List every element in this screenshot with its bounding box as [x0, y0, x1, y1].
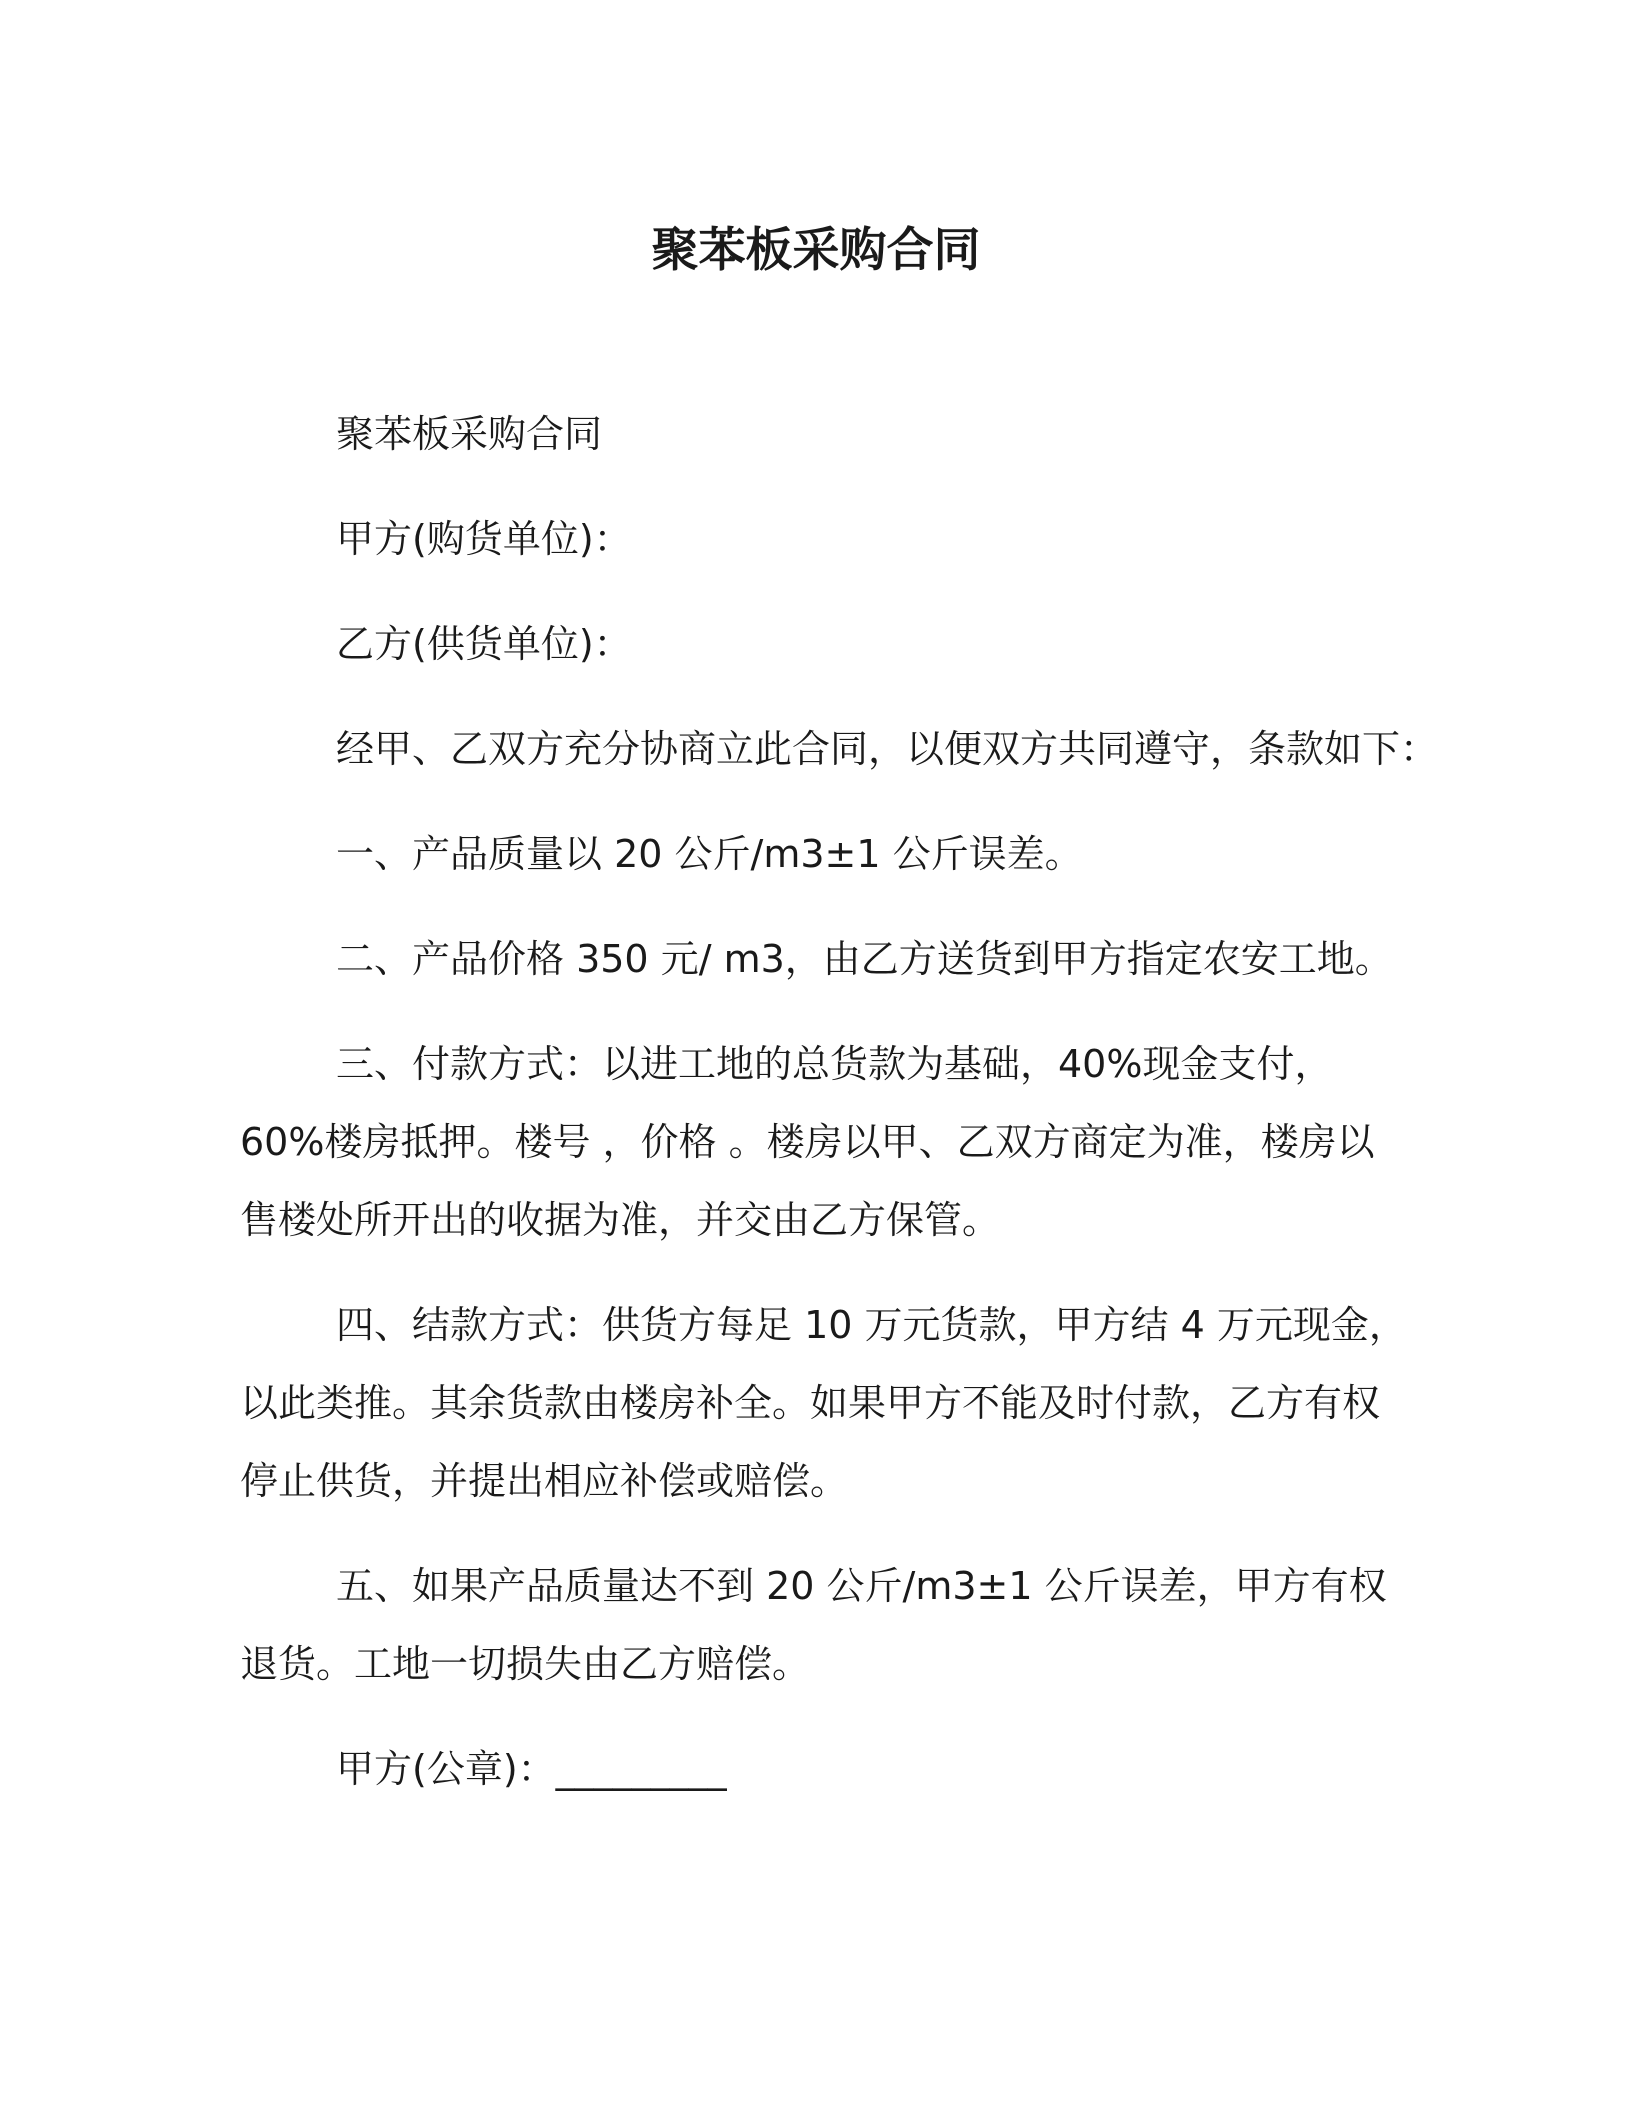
paragraph-party-b: 乙方(供货单位)：	[336, 622, 632, 666]
paragraph-clause-1: 一、产品质量以 20 公斤/m3±1 公斤误差。	[336, 832, 1083, 876]
paragraph-clause-2: 二、产品价格 350 元/ m3，由乙方送货到甲方指定农安工地。	[336, 937, 1393, 981]
document-title: 聚苯板采购合同	[651, 223, 981, 278]
document-body	[240, 395, 1439, 1835]
paragraph-clause-5: 五、如果产品质量达不到 20 公斤/m3±1 公斤误差，甲方有权退货。工地一切损失由乙方赔偿。	[240, 1564, 1387, 1686]
paragraph-party-a: 甲方(购货单位)：	[336, 517, 632, 561]
paragraph-preamble: 经甲、乙双方充分协商立此合同，以便双方共同遵守，条款如下：	[336, 727, 1439, 771]
paragraph-clause-4: 四、结款方式：供货方每足 10 万元货款，甲方结 4 万元现金，以此类推。其余货款由楼房补全。如果甲方不能及时付款，乙方有权停止供货，并提出相应补偿或赔偿。	[240, 1303, 1407, 1503]
paragraph-heading: 聚苯板采购合同	[336, 412, 603, 456]
paragraph-signature-party-a: 甲方(公章)：_________	[336, 1747, 727, 1791]
paragraph-clause-3: 三、付款方式：以进工地的总货款为基础，40%现金支付，60%楼房抵押。楼号 ，价格 。楼房以甲、乙双方商定为准，楼房以售楼处所开出的收据为准，并交由乙方保管。	[240, 1042, 1375, 1242]
